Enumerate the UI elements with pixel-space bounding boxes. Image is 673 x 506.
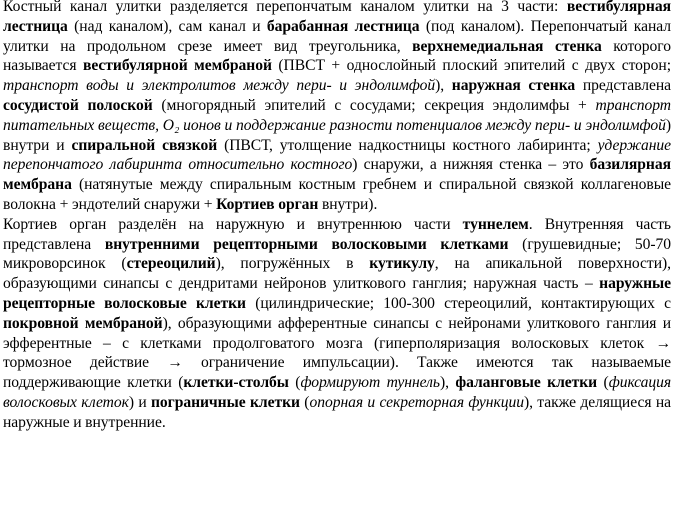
bold-term: кутикулу bbox=[369, 255, 435, 273]
bold-term: стереоцилий bbox=[126, 255, 216, 273]
bold-term: вестибулярная лестница bbox=[3, 0, 671, 35]
bold-term: вестибулярной мембраной bbox=[83, 57, 272, 75]
italic-function-note: транспорт питательных веществ, O₂ ионов и поддержание разности потенциалов между пери- и эндолимфой bbox=[3, 96, 671, 134]
text-run: ), bbox=[435, 77, 452, 95]
text-run: ), также делящиеся на наружные и внутренние. bbox=[3, 393, 671, 431]
text-run: ( bbox=[597, 374, 609, 392]
bold-term: покровной мембраной bbox=[3, 314, 163, 332]
paragraph-cochlea-canal bbox=[3, 0, 671, 215]
bold-term: барабанная лестница bbox=[266, 17, 420, 35]
text-run: (натянутые между спиральным костным гребнем и спиральной связкой коллагеновые волокна + эндотелий снаружи + bbox=[3, 176, 671, 213]
italic-function-note: удержание перепончатого лабиринта относительно костного bbox=[3, 136, 671, 174]
bold-term: пограничные клетки bbox=[150, 393, 300, 411]
bold-term: базилярная мембрана bbox=[3, 156, 671, 194]
bold-term: туннелем bbox=[462, 215, 529, 233]
italic-function-note: транспорт воды и электролитов между пери- и эндолимфой bbox=[3, 77, 436, 95]
italic-function-note: опорная и секреторная функции bbox=[309, 393, 524, 411]
text-run: Костный канал улитки разделяется перепончатым каналом улитки на 3 части: bbox=[3, 0, 567, 15]
text-run: ( bbox=[288, 374, 301, 392]
text-run: (ПВСТ, утолщение надкостницы костного лабиринта; bbox=[217, 136, 598, 154]
text-run: ) внутри и bbox=[3, 116, 671, 154]
text-run: ), образующими афферентные синапсы с нейронами улиткового ганглия и эфферентные – с клетками продолговатого мозга (гиперполяризация волосковых клеток → тормозное действие → ограничение импульсации). Также имеются так называемые поддерживающие клетки ( bbox=[3, 314, 672, 392]
text-run: (грушевидные; 50-70 микроворсинок ( bbox=[3, 235, 671, 273]
text-run: (над каналом), сам канал и bbox=[67, 17, 267, 35]
text-run: (ПВСТ + однослойный плоский эпителий с двух сторон; bbox=[271, 57, 671, 75]
text-run: ), погружённых в bbox=[215, 255, 370, 273]
text-run: (многорядный эпителий с сосудами; секреция эндолимфы + bbox=[152, 96, 596, 114]
bold-term: наружные рецепторные волосковые клетки bbox=[3, 275, 671, 312]
italic-function-note: формируют туннель bbox=[300, 374, 440, 392]
text-run: ) и bbox=[128, 393, 151, 411]
paragraph-organ-of-corti bbox=[3, 215, 671, 433]
text-run: Кортиев орган разделён на наружную и внутреннюю части bbox=[3, 215, 463, 233]
text-run: ( bbox=[299, 393, 310, 411]
bold-term: сосудистой полоской bbox=[3, 96, 153, 114]
text-run: ) снаружи, а нижняя стенка – это bbox=[352, 156, 590, 174]
bold-term: клетки-столбы bbox=[183, 374, 289, 392]
text-run: , на апикальной поверхности), образующими синапсы с дендритами нейронов улиткового ганглия; наружная часть – bbox=[3, 255, 671, 293]
bold-term: Кортиев орган bbox=[216, 195, 319, 213]
italic-function-note: фиксация волосковых клеток bbox=[3, 374, 672, 411]
text-run: . Внутренняя часть представлена bbox=[3, 215, 671, 253]
text-run: которого называется bbox=[3, 37, 671, 75]
text-run: внутри). bbox=[318, 195, 378, 213]
bold-term: наружная стенка bbox=[451, 77, 576, 95]
bold-term: верхнемедиальная стенка bbox=[412, 37, 602, 55]
text-run: (под каналом). Перепончатый канал улитки на продольном срезе имеет вид треугольника, bbox=[3, 17, 671, 55]
text-run: представлена bbox=[575, 77, 671, 95]
text-run: (цилиндрические; 100-300 стереоцилий, контактирующих с bbox=[245, 294, 671, 312]
bold-term: спиральной связкой bbox=[71, 136, 218, 154]
bold-term: фаланговые клетки bbox=[455, 374, 598, 392]
bold-term: внутренними рецепторными волосковыми клетками bbox=[104, 235, 509, 253]
text-run: ), bbox=[439, 374, 456, 392]
